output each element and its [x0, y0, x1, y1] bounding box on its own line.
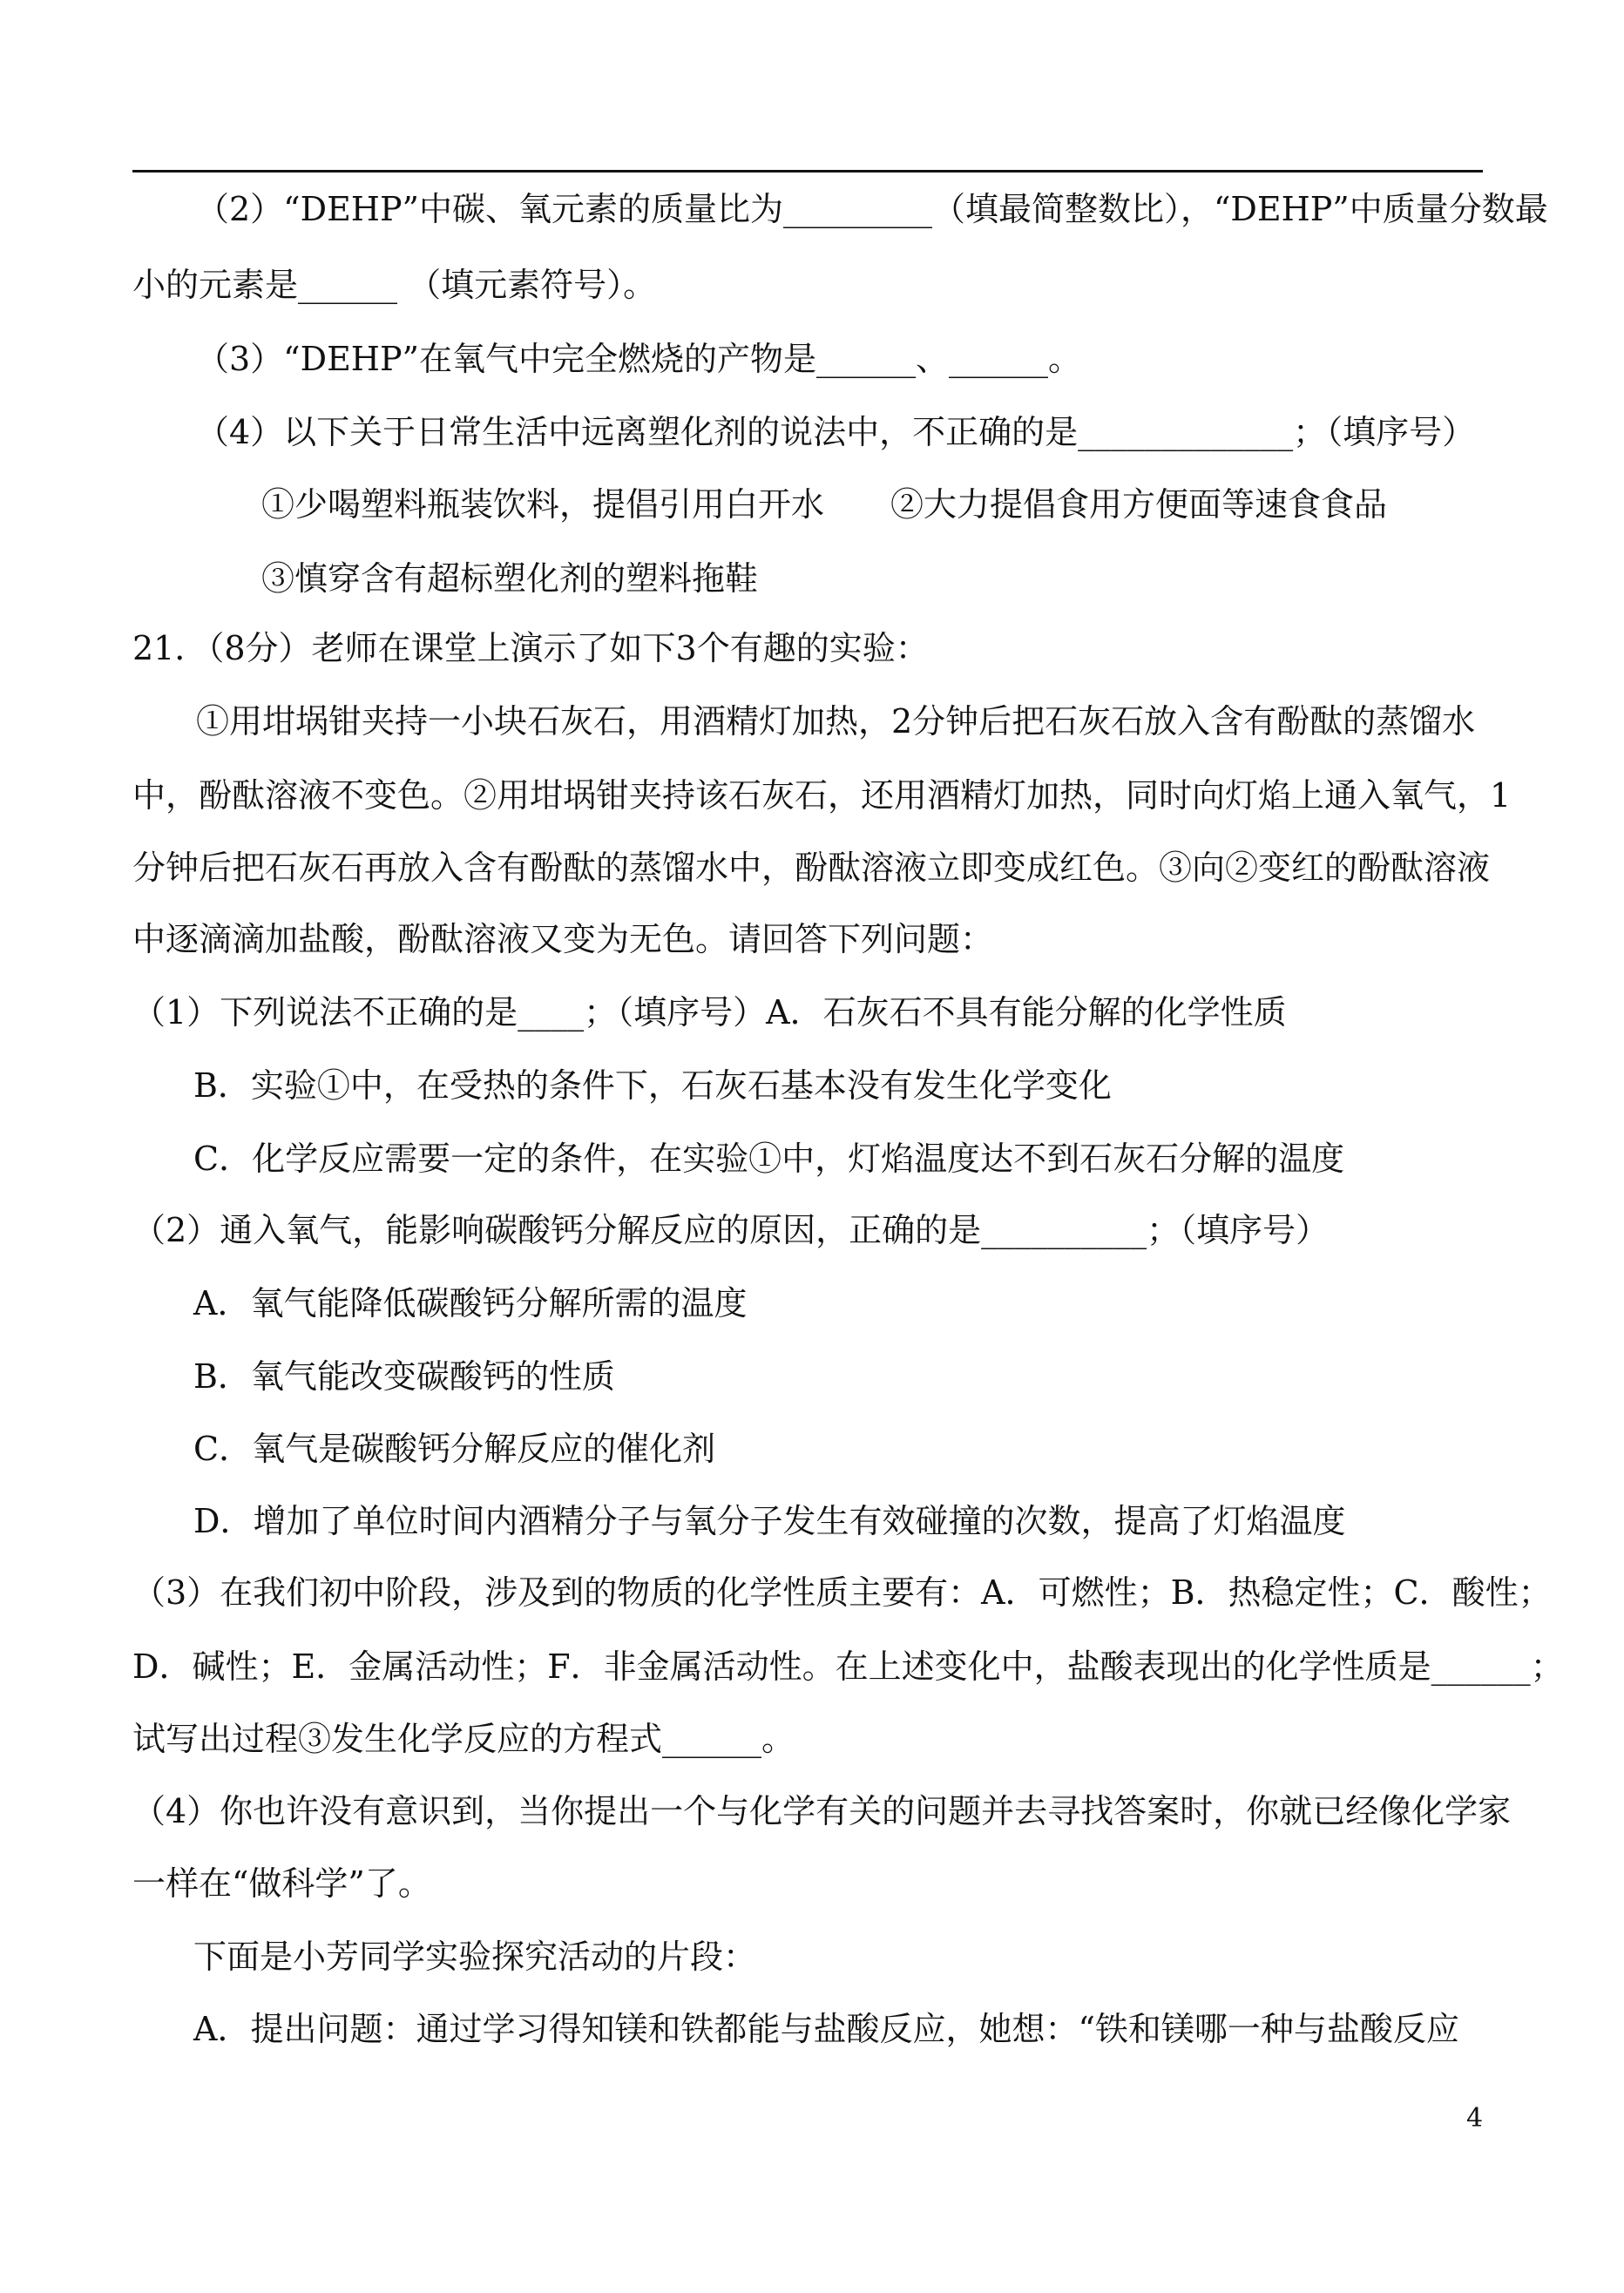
- text-line: 下面是小芳同学实验探究活动的片段：: [193, 1938, 757, 1976]
- text-line: 小的元素是______ （填元素符号）。: [132, 266, 657, 304]
- page-number: 4: [1466, 2103, 1484, 2134]
- text-line: 分钟后把石灰石再放入含有酚酞的蒸馏水中，酚酞溶液立即变成红色。③向②变红的酚酞溶液: [132, 849, 1491, 887]
- text-line: D．碱性；E．金属活动性；F．非金属活动性。在上述变化中，盐酸表现出的化学性质是______；: [132, 1647, 1564, 1686]
- text-line: （3）在我们初中阶段，涉及到的物质的化学性质主要有：A．可燃性；B．热稳定性；C．酸性；: [132, 1573, 1552, 1612]
- header-rule: [132, 170, 1483, 172]
- text-line: ③慎穿含有超标塑化剂的塑料拖鞋: [261, 559, 759, 598]
- text-line: （4）你也许没有意识到，当你提出一个与化学有关的问题并去寻找答案时，你就已经像化学家: [132, 1792, 1512, 1830]
- text-line: 一样在“做科学”了。: [132, 1864, 431, 1903]
- text-line: 中逐滴滴加盐酸，酚酞溶液又变为无色。请回答下列问题：: [132, 920, 994, 958]
- text-line: 试写出过程③发生化学反应的方程式______。: [132, 1720, 795, 1758]
- option-line: B．氧气能改变碳酸钙的性质: [193, 1357, 615, 1396]
- text-line: （2）“DEHP”中碳、氧元素的质量比为_________（填最简整数比），“DEHP”中质量分数最: [196, 190, 1548, 228]
- text-line: （3）“DEHP”在氧气中完全燃烧的产物是______、______。: [196, 340, 1081, 378]
- option-line: D．增加了单位时间内酒精分子与氧分子发生有效碰撞的次数，提高了灯焰温度: [193, 1502, 1346, 1540]
- option-line: C．氧气是碳酸钙分解反应的催化剂: [193, 1430, 716, 1468]
- option-line: A．氧气能降低碳酸钙分解所需的温度: [193, 1284, 748, 1322]
- text-line: （4）以下关于日常生活中远离塑化剂的说法中，不正确的是_____________；（填序号）: [196, 413, 1476, 451]
- option-line: C．化学反应需要一定的条件，在实验①中，灯焰温度达不到石灰石分解的温度: [193, 1140, 1345, 1178]
- text-line: （2）通入氧气，能影响碳酸钙分解反应的原因，正确的是__________；（填序号）: [132, 1211, 1330, 1249]
- text-line: ①少喝塑料瓶装饮料，提倡引用白开水 ②大力提倡食用方便面等速食食品: [261, 485, 1388, 524]
- text-line: ①用坩埚钳夹持一小块石灰石，用酒精灯加热，2分钟后把石灰石放入含有酚酞的蒸馏水: [196, 702, 1476, 741]
- text-line: 中，酚酞溶液不变色。②用坩埚钳夹持该石灰石，还用酒精灯加热，同时向灯焰上通入氧气，1: [132, 776, 1512, 815]
- option-line: B．实验①中，在受热的条件下，石灰石基本没有发生化学变化: [193, 1066, 1112, 1105]
- question-21-heading: 21．（8分）老师在课堂上演示了如下3个有趣的实验：: [132, 629, 929, 667]
- text-line: A．提出问题：通过学习得知镁和铁都能与盐酸反应，她想：“铁和镁哪一种与盐酸反应: [193, 2010, 1459, 2048]
- text-line: （1）下列说法不正确的是____；（填序号）A．石灰石不具有能分解的化学性质: [132, 993, 1287, 1032]
